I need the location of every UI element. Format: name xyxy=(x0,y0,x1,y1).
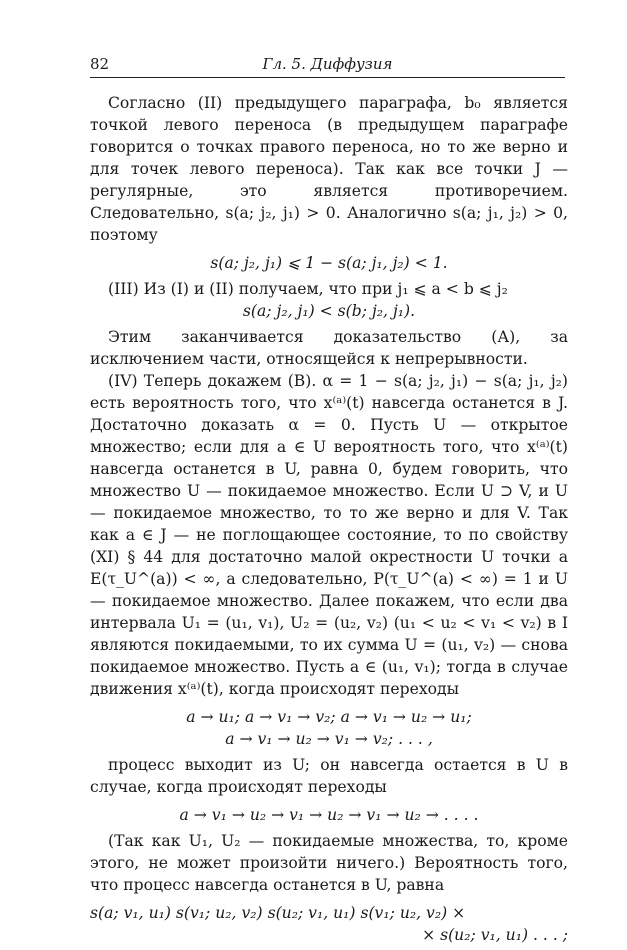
paragraph: Этим заканчивается доказательство (А), за исключением части, относящейся к непрерывности. xyxy=(90,328,568,368)
paragraph: Согласно (II) предыдущего параграфа, b₀ является точкой левого переноса (в предыдущем параграфе говорится о точках правого переноса, но то же верно и для точек левого переноса). Так как все точки J — регулярные, это является противоречием. Следовательно, s(a; j₂, j₁) > 0. Аналогично s(a; j₁, j₂) > 0, поэтому xyxy=(90,94,568,244)
page-header xyxy=(90,55,565,78)
paragraph: (Так как U₁, U₂ — покидаемые множества, то, кроме этого, не может произойти ничего.) Вероятность того, что процесс навсегда останется в U, равна xyxy=(90,832,568,894)
running-title: Гл. 5. Диффузия xyxy=(262,55,393,73)
equation: s(a; j₂, j₁) < s(b; j₂, j₁). xyxy=(242,302,416,320)
equation: × s(u₂; v₁, u₁) . . . ; xyxy=(422,926,568,944)
equation: a → u₁; a → v₁ → v₂; a → v₁ → u₂ → u₁; xyxy=(186,708,472,726)
equation: s(a; v₁, u₁) s(v₁; u₂, v₂) s(u₂; v₁, u₁) s(v₁; u₂, v₂) × xyxy=(90,904,466,922)
page-body xyxy=(90,92,568,946)
paragraph: процесс выходит из U; он навсегда остается в U в случае, когда происходят переходы xyxy=(90,756,568,796)
equation: a → v₁ → u₂ → v₁ → v₂; . . . , xyxy=(225,730,433,748)
paragraph: (III) Из (I) и (II) получаем, что при j₁ ⩽ a < b ⩽ j₂ xyxy=(108,280,508,298)
paragraph: (IV) Теперь докажем (В). α = 1 − s(a; j₂, j₁) − s(a; j₁, j₂) есть вероятность того, что x⁽ᵃ⁾(t) навсегда останется в J. Достаточно доказать α = 0. Пусть U — открытое множество; если для a ∈ U вероятность того, что x⁽ᵃ⁾(t) навсегда останется в U, равна 0, будем говорить, что множество U — покидаемое множество. Если U ⊃ V, и U — покидаемое множество, то то же верно и для V. Так как a ∈ J — не поглощающее состояние, то по свойству (XI) § 44 для достаточно малой окрестности U точки a E(τ_U^(a)) < ∞, а следовательно, P(τ_U^(a) < ∞) = 1 и U — покидаемое множество. Далее покажем, что если два интервала U₁ = (u₁, v₁), U₂ = (u₂, v₂) (u₁ < u₂ < v₁ < v₂) в I являются покидаемыми, то их сумма U = (u₁, v₂) — снова покидаемое множество. Пусть a ∈ (u₁, v₁); тогда в случае движения x⁽ᵃ⁾(t), когда происходят переходы xyxy=(90,372,568,698)
equation: a → v₁ → u₂ → v₁ → u₂ → v₁ → u₂ → . . . . xyxy=(179,806,479,824)
equation: s(a; j₂, j₁) ⩽ 1 − s(a; j₁, j₂) < 1. xyxy=(210,254,448,272)
page-number: 82 xyxy=(90,55,110,73)
